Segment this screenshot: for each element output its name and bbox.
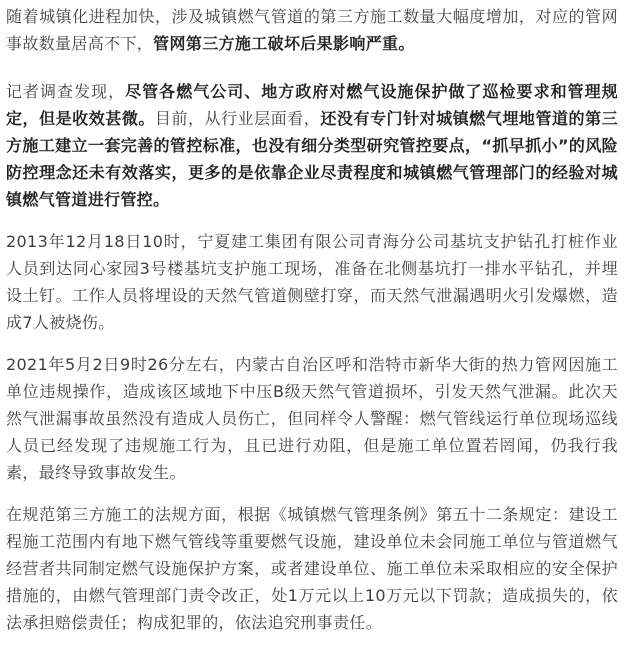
paragraph-1 — [6, 3, 618, 57]
paragraph-3: 2013年12月18日10时，宁夏建工集团有限公司青海分公司基坑支护钻孔打桩作业人员到达同心家园3号楼基坑支护施工现场，准备在北侧基坑打一排水平钻孔，并埋设土钉。工作人员将埋设的天然气管道侧壁打穿，而天然气泄漏遇明火引发爆燃，造成7人被烧伤。 — [6, 232, 618, 332]
paragraph-2 — [6, 78, 618, 213]
paragraph-2-text-1: 记者调查发现， — [6, 82, 126, 101]
paragraph-1-text: 随着城镇化进程加快，涉及城镇燃气管道的第三方施工数量大幅度增加，对应的管网事故数量居高不下， — [6, 7, 618, 53]
paragraph-2-text-2: 目前，从行业层面看， — [154, 109, 321, 128]
paragraph-1-bold: 管网第三方施工破坏后果影响严重。 — [153, 34, 415, 53]
paragraph-4: 2021年5月2日9时26分左右，内蒙古自治区呼和浩特市新华大街的热力管网因施工单位违规操作，造成该区域地下中压B级天然气管道损坏，引发天然气泄漏。此次天然气泄漏事故虽然没有造成人员伤亡，但同样令人警醒：燃气管线运行单位现场巡线人员已经发现了违规施工行为，且已进行劝阻，但是施工单位置若罔闻，仍我行我素，最终导致事故发生。 — [6, 355, 618, 482]
paragraph-2-bold-2: 还没有专门针对城镇燃气埋地管道的第三方施工建立一套完善的管控标准，也没有细分类型研究管控要点，“抓早抓小”的风险防控理念还未有效落实，更多的是依靠企业尽责程度和城镇燃气管理部门的经验对城镇燃气管道进行管控。 — [6, 109, 618, 209]
paragraph-5: 在规范第三方施工的法规方面，根据《城镇燃气管理条例》第五十二条规定：建设工程施工范围内有地下燃气管线等重要燃气设施，建设单位未会同施工单位与管道燃气经营者共同制定燃气设施保护方案，或者建设单位、施工单位未采取相应的安全保护措施的，由燃气管理部门责令改正，处1万元以上10万元以下罚款；造成损失的，依法承担赔偿责任；构成犯罪的，依法追究刑事责任。 — [6, 505, 618, 632]
paragraph-2-bold-1: 尽管各燃气公司、地方政府对燃气设施保护做了巡检要求和管理规定，但是收效甚微。 — [6, 82, 619, 128]
article-body — [6, 3, 618, 651]
